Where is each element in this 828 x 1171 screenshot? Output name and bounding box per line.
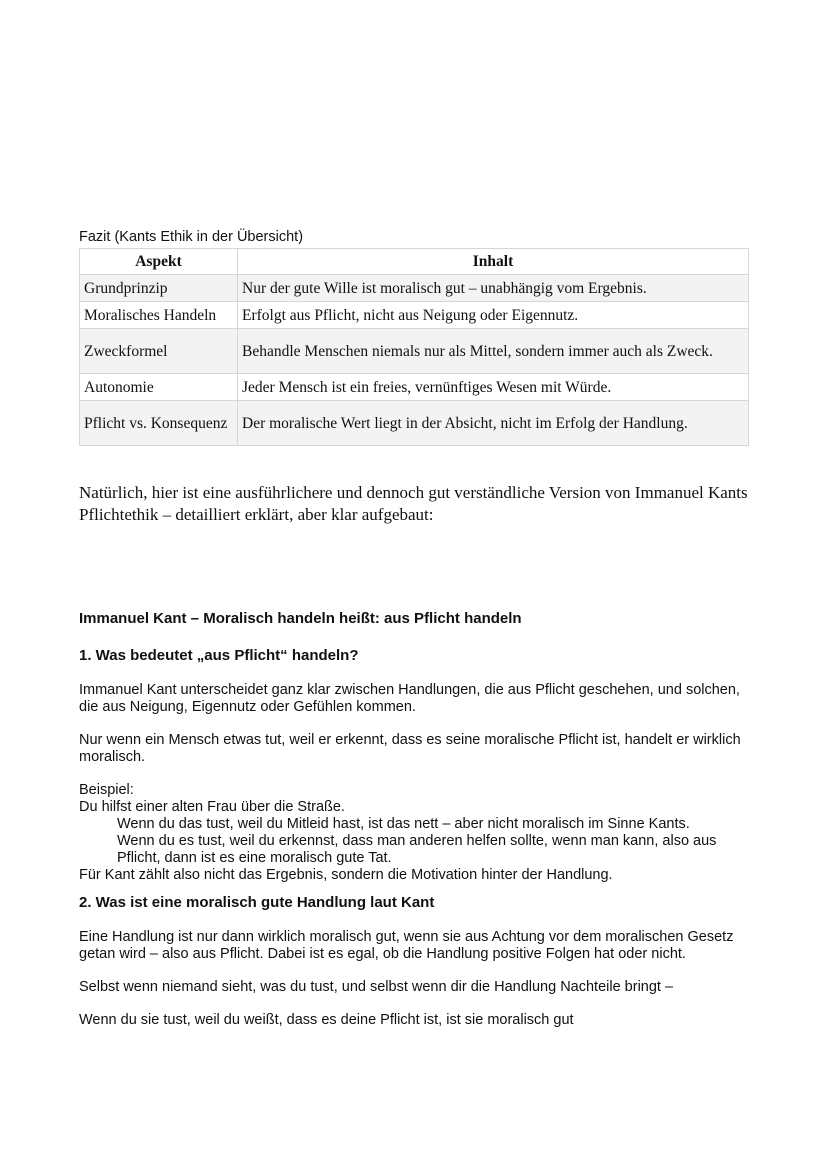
section-1-paragraph-1: Immanuel Kant unterscheidet ganz klar zwischen Handlungen, die aus Pflicht geschehen, und solchen, die aus Neigung, Eigennutz oder Gefühlen kommen. (79, 682, 740, 715)
cell-content: Nur der gute Wille ist moralisch gut – unabhängig vom Ergebnis. (238, 275, 749, 302)
cell-aspect: Moralisches Handeln (80, 302, 238, 329)
example-label: Beispiel: (79, 782, 134, 798)
section-2-paragraph-3: Wenn du sie tust, weil du weißt, dass es deine Pflicht ist, ist sie moralisch gut (79, 1012, 574, 1028)
table-row (80, 374, 749, 401)
main-heading: Immanuel Kant – Moralisch handeln heißt: aus Pflicht handeln (79, 610, 522, 627)
table-row (80, 275, 749, 302)
section-1-heading: 1. Was bedeutet „aus Pflicht“ handeln? (79, 647, 359, 664)
article-body (79, 610, 749, 1029)
example-case-a: Wenn du das tust, weil du Mitleid hast, ist das nett – aber nicht moralisch im Sinne Kants. (117, 816, 690, 832)
section-1-conclusion: Für Kant zählt also nicht das Ergebnis, sondern die Motivation hinter der Handlung. (79, 867, 613, 883)
cell-content: Erfolgt aus Pflicht, nicht aus Neigung oder Eigennutz. (238, 302, 749, 329)
column-header-content: Inhalt (238, 249, 749, 275)
cell-content: Der moralische Wert liegt in der Absicht, nicht im Erfolg der Handlung. (238, 401, 749, 446)
example-case-b: Wenn du es tust, weil du erkennst, dass man anderen helfen sollte, wenn man kann, also aus Pflicht, dann ist es eine moralisch gute Tat. (117, 833, 717, 866)
table-row (80, 329, 749, 374)
section-2-heading: 2. Was ist eine moralisch gute Handlung laut Kant (79, 894, 435, 911)
cell-aspect: Autonomie (80, 374, 238, 401)
section-2-paragraph-2: Selbst wenn niemand sieht, was du tust, und selbst wenn dir die Handlung Nachteile bringt – (79, 979, 674, 995)
table-row (80, 401, 749, 446)
cell-aspect: Zweckformel (80, 329, 238, 374)
section-2-paragraph-1: Eine Handlung ist nur dann wirklich moralisch gut, wenn sie aus Achtung vor dem moralischen Gesetz getan wird – also aus Pflicht. Dabei ist es egal, ob die Handlung positive Folgen hat oder nicht. (79, 929, 734, 962)
example-intro: Du hilfst einer alten Frau über die Straße. (79, 799, 345, 815)
table-header-row (80, 249, 749, 275)
intro-paragraph: Natürlich, hier ist eine ausführlichere und dennoch gut verständliche Version von Immanuel Kants Pflichtethik – detailliert erklärt, aber klar aufgebaut: (79, 483, 748, 524)
cell-aspect: Grundprinzip (80, 275, 238, 302)
table-caption: Fazit (Kants Ethik in der Übersicht) (79, 229, 304, 245)
cell-content: Jeder Mensch ist ein freies, vernünftiges Wesen mit Würde. (238, 374, 749, 401)
table-row (80, 302, 749, 329)
section-1-paragraph-2: Nur wenn ein Mensch etwas tut, weil er erkennt, dass es seine moralische Pflicht ist, handelt er wirklich moralisch. (79, 732, 741, 765)
cell-aspect: Pflicht vs. Konsequenz (80, 401, 238, 446)
column-header-aspect: Aspekt (80, 249, 238, 275)
cell-content: Behandle Menschen niemals nur als Mittel, sondern immer auch als Zweck. (238, 329, 749, 374)
summary-table (79, 248, 749, 446)
